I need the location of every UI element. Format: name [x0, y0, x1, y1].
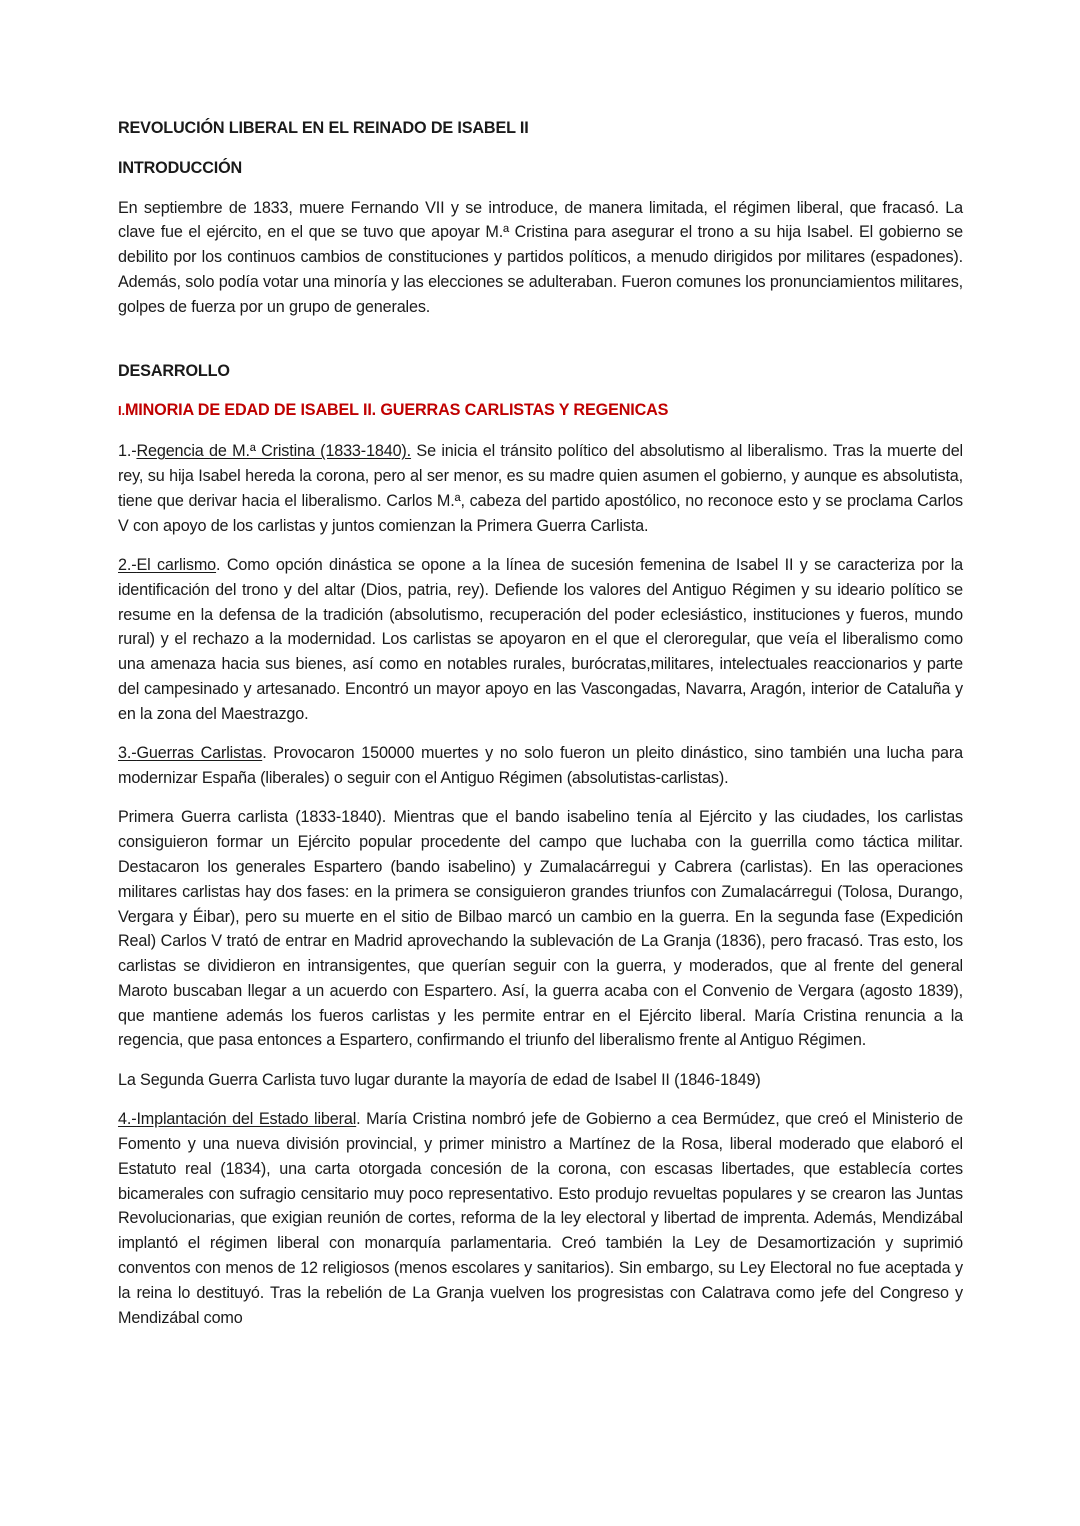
item-text: . María Cristina nombró jefe de Gobierno a cea Bermúdez, que creó el Ministerio de Fomento y una nueva división provincial, y primer ministro a Martínez de la Rosa, liberal moderado que elaboró el Estatuto real (1834), una carta otorgada concesión de la corona, con escasas libertades, que establecía cortes bicamerales con sufragio censitario muy poco representativo. Esto produjo revueltas populares y se crearon las Juntas Revolucionarias, que exigian reunión de cortes, reforma de la ley electoral y libertad de imprenta. Además, Mendizábal implantó el régimen liberal con monarquía parlamentaria. Creó también la Ley de Desamortización y suprimió conventos con menos de 12 religiosos (menos escolares y sanitarios). Sin embargo, su Ley Electoral no fue aceptada y la reina lo destituyó. Tras la rebelión de La Granja vuelven los progresistas con Calatrava como jefe del Congreso y Mendizábal como — [118, 1110, 964, 1327]
first-carlist-war-paragraph: Primera Guerra carlista (1833-1840). Mientras que el bando isabelino tenía al Ejército y las ciudades, los carlistas consiguieron formar un Ejército popular procedente del campo que luchaba con la guerrilla como táctica militar. Destacaron los generales Espartero (bando isabelino) y Zumalacárregui y Cabrera (carlistas). En las operaciones militares carlistas hay dos fases: en la primera se consiguieron grandes triunfos con Zumalacárregui (Tolosa, Durango, Vergara y Éibar), pero su muerte en el sitio de Bilbao marcó un cambio en la guerra. En la segunda fase (Expedición Real) Carlos V trató de entrar en Madrid aprovechando la sublevación de La Granja (1836), pero fracasó. Tras esto, los carlistas se dividieron en intransigentes, que querían seguir con la guerra, y moderados, que al frente del general Maroto buscaban llegar a un acuerdo con Espartero. Así, la guerra acaba con el Convenio de Vergara (agosto 1839), que mantiene además los fueros carlistas y les permite entrar en el Ejército liberal. María Cristina renuncia a la regencia, que pasa entonces a Espartero, confirmando el triunfo del liberalismo frente al Antiguo Régimen. — [118, 808, 963, 1050]
development-heading: DESARROLLO — [118, 361, 230, 380]
item-regencia — [118, 439, 963, 538]
item-prefix: 4.- — [118, 1110, 137, 1129]
item-text: Se inicia el tránsito político del absolutismo al liberalismo. Tras la muerte del rey, su hija Isabel hereda la corona, pero al ser menor, es su madre quien asumen el gobierno, y aunque es absolutista, tiene que derivar hacia el liberalismo. Carlos M.ª, cabeza del partido apostólico, no reconoce esto y se proclama Carlos V con apoyo de los carlistas y juntos comienzan la Primera Guerra Carlista. — [118, 442, 964, 535]
item-title: Regencia de M.ª Cristina (1833-1840). — [136, 442, 412, 461]
item-title: Guerras Carlistas — [136, 744, 263, 763]
item-prefix: 3.- — [118, 744, 137, 763]
section-number: I. — [118, 403, 125, 419]
second-carlist-war-paragraph: La Segunda Guerra Carlista tuvo lugar durante la mayoría de edad de Isabel II (1846-1849) — [118, 1070, 761, 1089]
introduction-heading: INTRODUCCIÓN — [118, 158, 243, 177]
item-guerras-carlistas — [118, 741, 963, 791]
item-carlismo — [118, 553, 963, 727]
item-estado-liberal — [118, 1107, 963, 1330]
item-text: . Provocaron 150000 muertes y no solo fueron un pleito dinástico, sino también una lucha para modernizar España (liberales) o seguir con el Antiguo Régimen (absolutistas-carlistas). — [118, 744, 964, 787]
section-heading-text: MINORIA DE EDAD DE ISABEL II. GUERRAS CARLISTAS Y REGENICAS — [124, 401, 669, 420]
document-title: REVOLUCIÓN LIBERAL EN EL REINADO DE ISABEL II — [118, 119, 529, 137]
item-title: El carlismo — [136, 555, 217, 574]
item-prefix: 2.- — [118, 555, 137, 574]
section-heading-minority — [118, 398, 963, 424]
document-page — [118, 116, 963, 1345]
introduction-paragraph: En septiembre de 1833, muere Fernando VII y se introduce, de manera limitada, el régimen liberal, que fracasó. La clave fue el ejército, en el que se tuvo que apoyar M.ª Cristina para asegurar el trono a su hija Isabel. El gobierno se debilito por los continuos cambios de constituciones y partidos políticos, a menudo dirigidos por militares (espadones). Además, solo podía votar una minoría y las elecciones se adulteraban. Fueron comunes los pronunciamientos militares, golpes de fuerza por un grupo de generales. — [118, 198, 963, 316]
item-prefix: 1.- — [118, 442, 137, 461]
item-text: . Como opción dinástica se opone a la línea de sucesión femenina de Isabel II y se caracteriza por la identificación del trono y del altar (Dios, patria, rey). Defiende los valores del Antiguo Régimen y su ideario político se resume en la defensa de la tradición (absolutismo, recuperación del poder eclesiástico, instituciones y fueros, mundo rural) y el rechazo a la modernidad. Los carlistas se apoyaron en el que el cleroregular, que veía el liberalismo como una amenaza hacia sus bienes, así como en notables rurales, burócratas,militares, intelectuales reaccionarios y parte del campesinado y artesanado. Encontró un mayor apoyo en las Vascongadas, Navarra, Aragón, interior de Cataluña y en la zona del Maestrazgo. — [118, 555, 963, 723]
item-title: Implantación del Estado liberal — [136, 1110, 357, 1129]
